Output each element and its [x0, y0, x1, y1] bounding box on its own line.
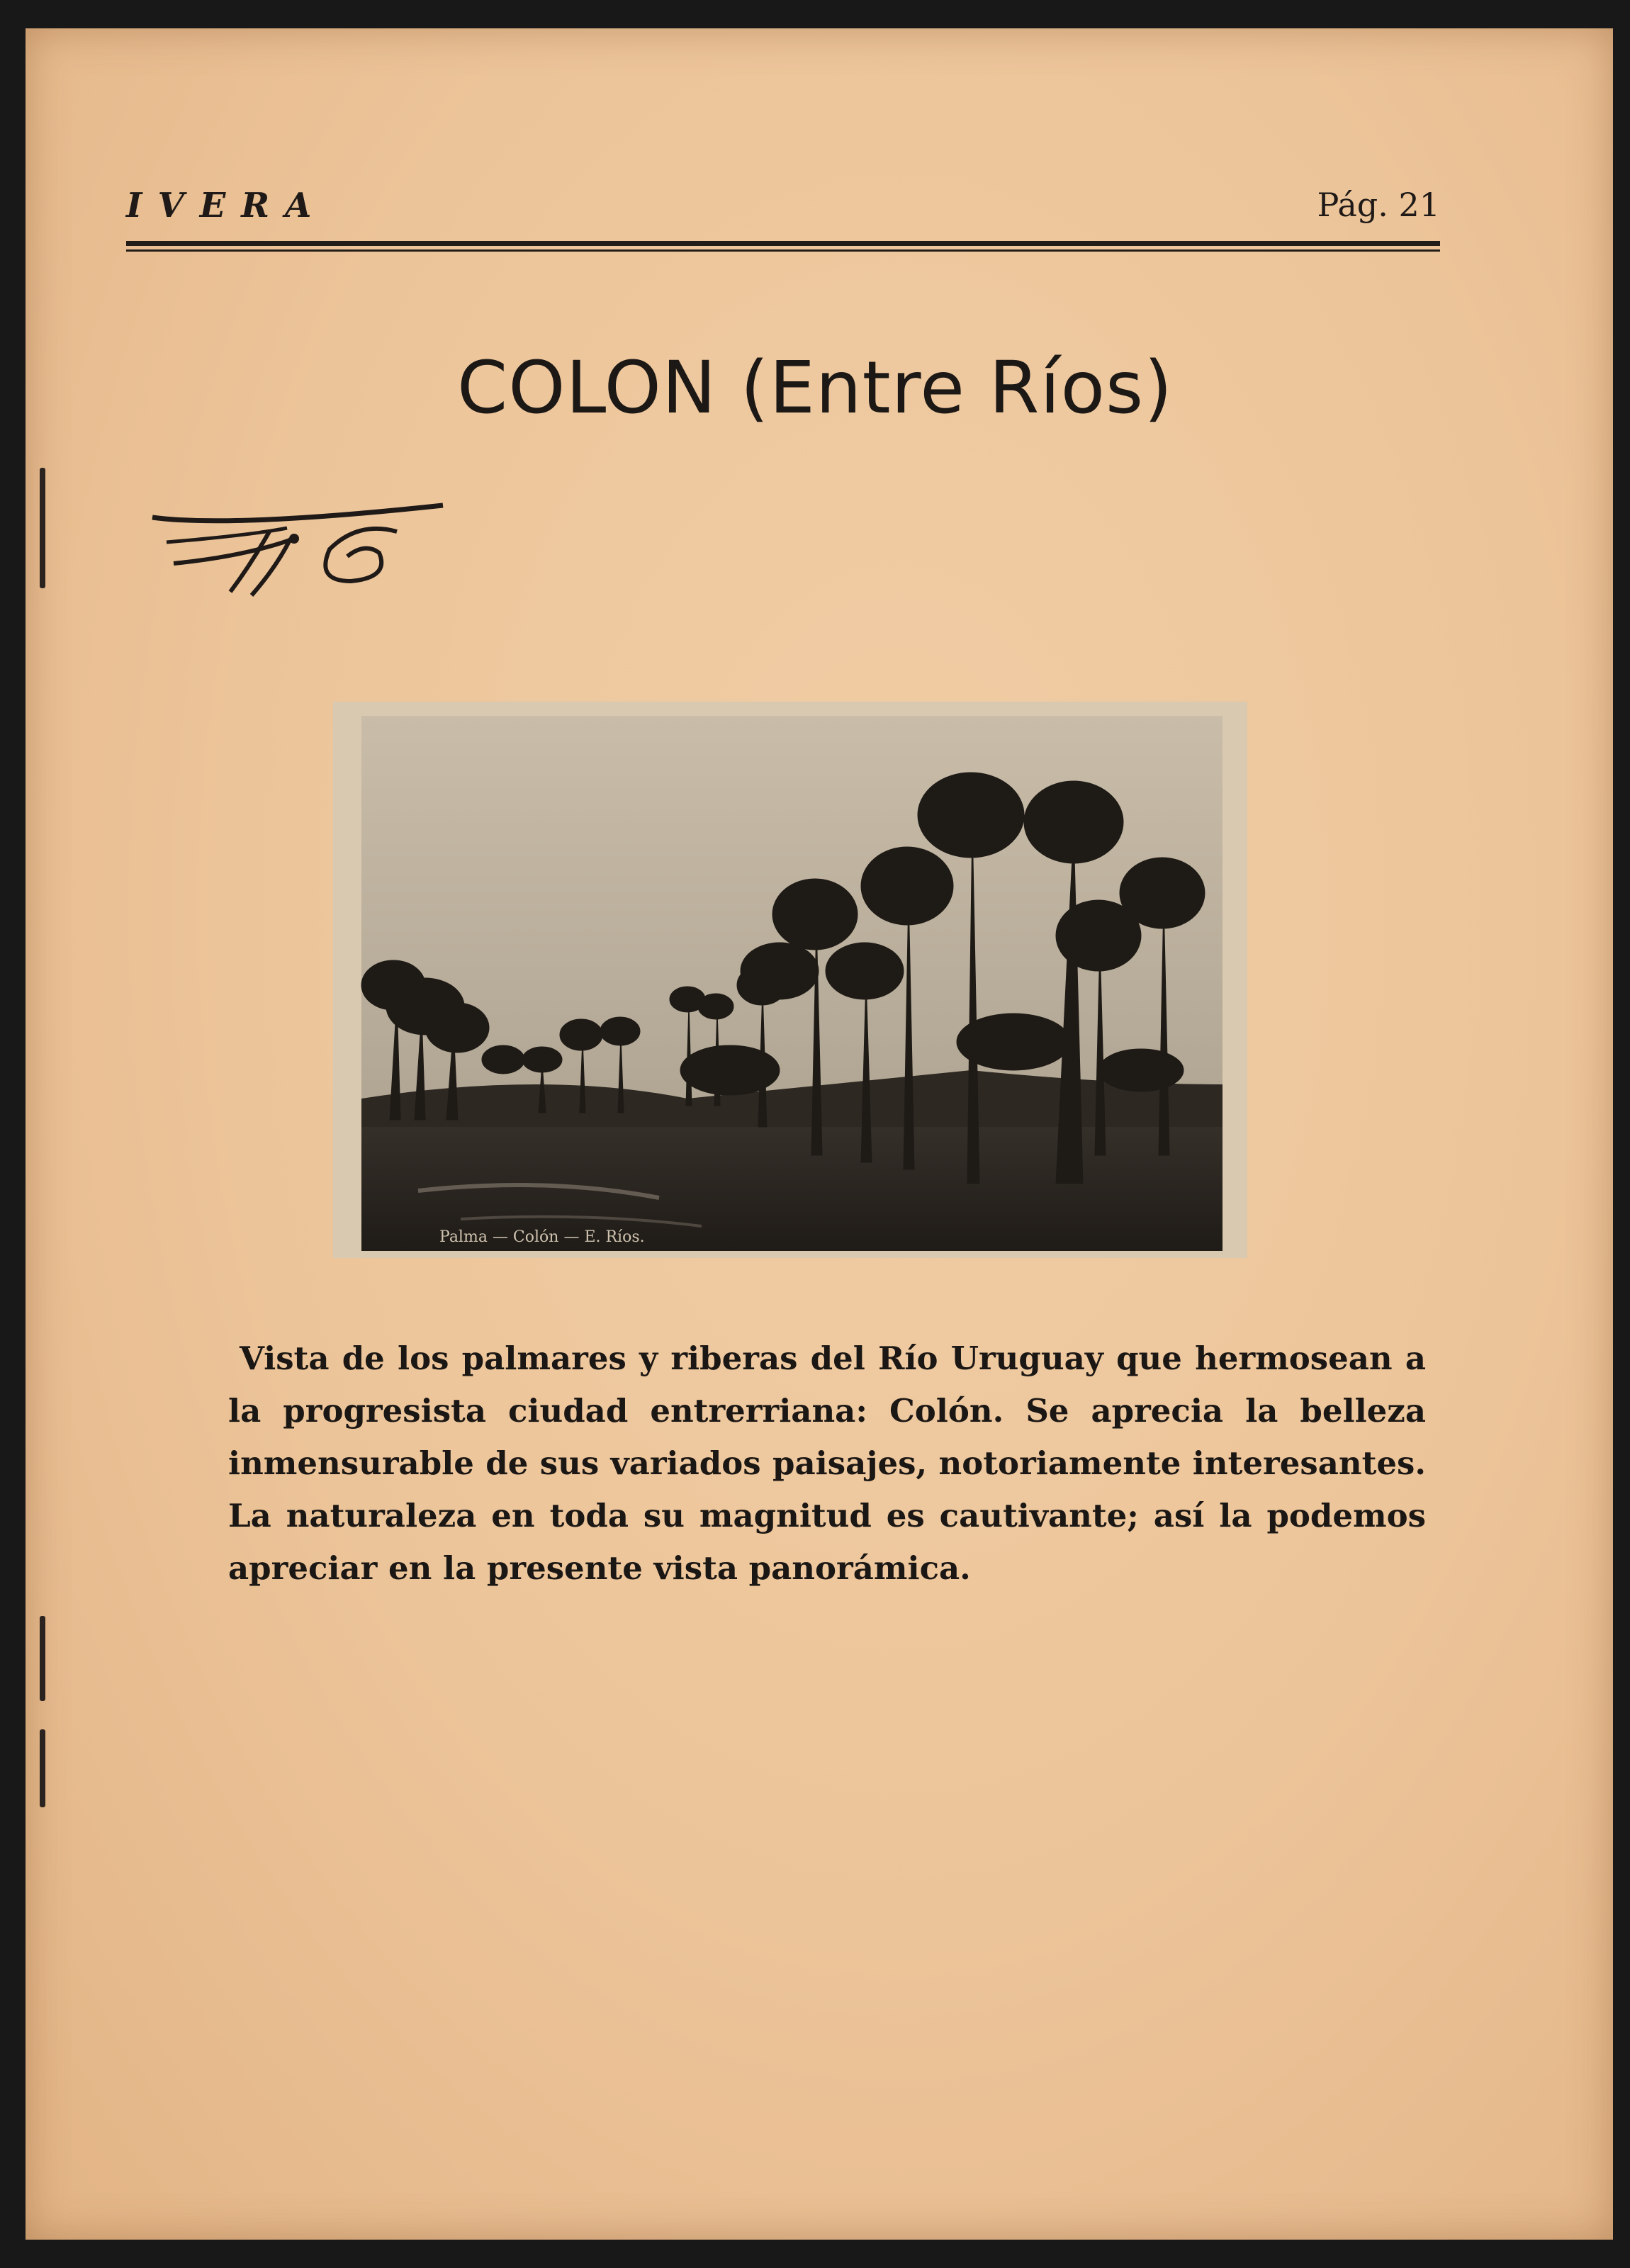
page-number: Pág. 21 [1317, 186, 1440, 224]
photo-caption: Palma — Colón — E. Ríos. [439, 1228, 645, 1246]
header-rule [126, 241, 1440, 246]
caption-paragraph: Vista de los palmares y riberas del Río Uruguay que hermosean a la progresista ciudad entrerriana: Colón. Se aprecia la belleza inmensurable de sus variados paisajes, notoriamente interesantes. La naturaleza en toda su magnitud es cautivante; así la podemos apreciar en la presente vista panorámica. [228, 1340, 1426, 1587]
binding-thread [40, 1616, 45, 1701]
binding-thread [40, 468, 45, 588]
article-title: COLON (Entre Ríos) [456, 346, 1173, 430]
flourish-ornament [145, 500, 457, 620]
palm-grove-photo [333, 702, 1247, 1258]
header-rule-thin [126, 249, 1440, 252]
binding-thread [40, 1729, 45, 1807]
running-header [126, 186, 1440, 228]
magazine-name: IVERA [126, 186, 327, 225]
article-caption [228, 1332, 1426, 1595]
